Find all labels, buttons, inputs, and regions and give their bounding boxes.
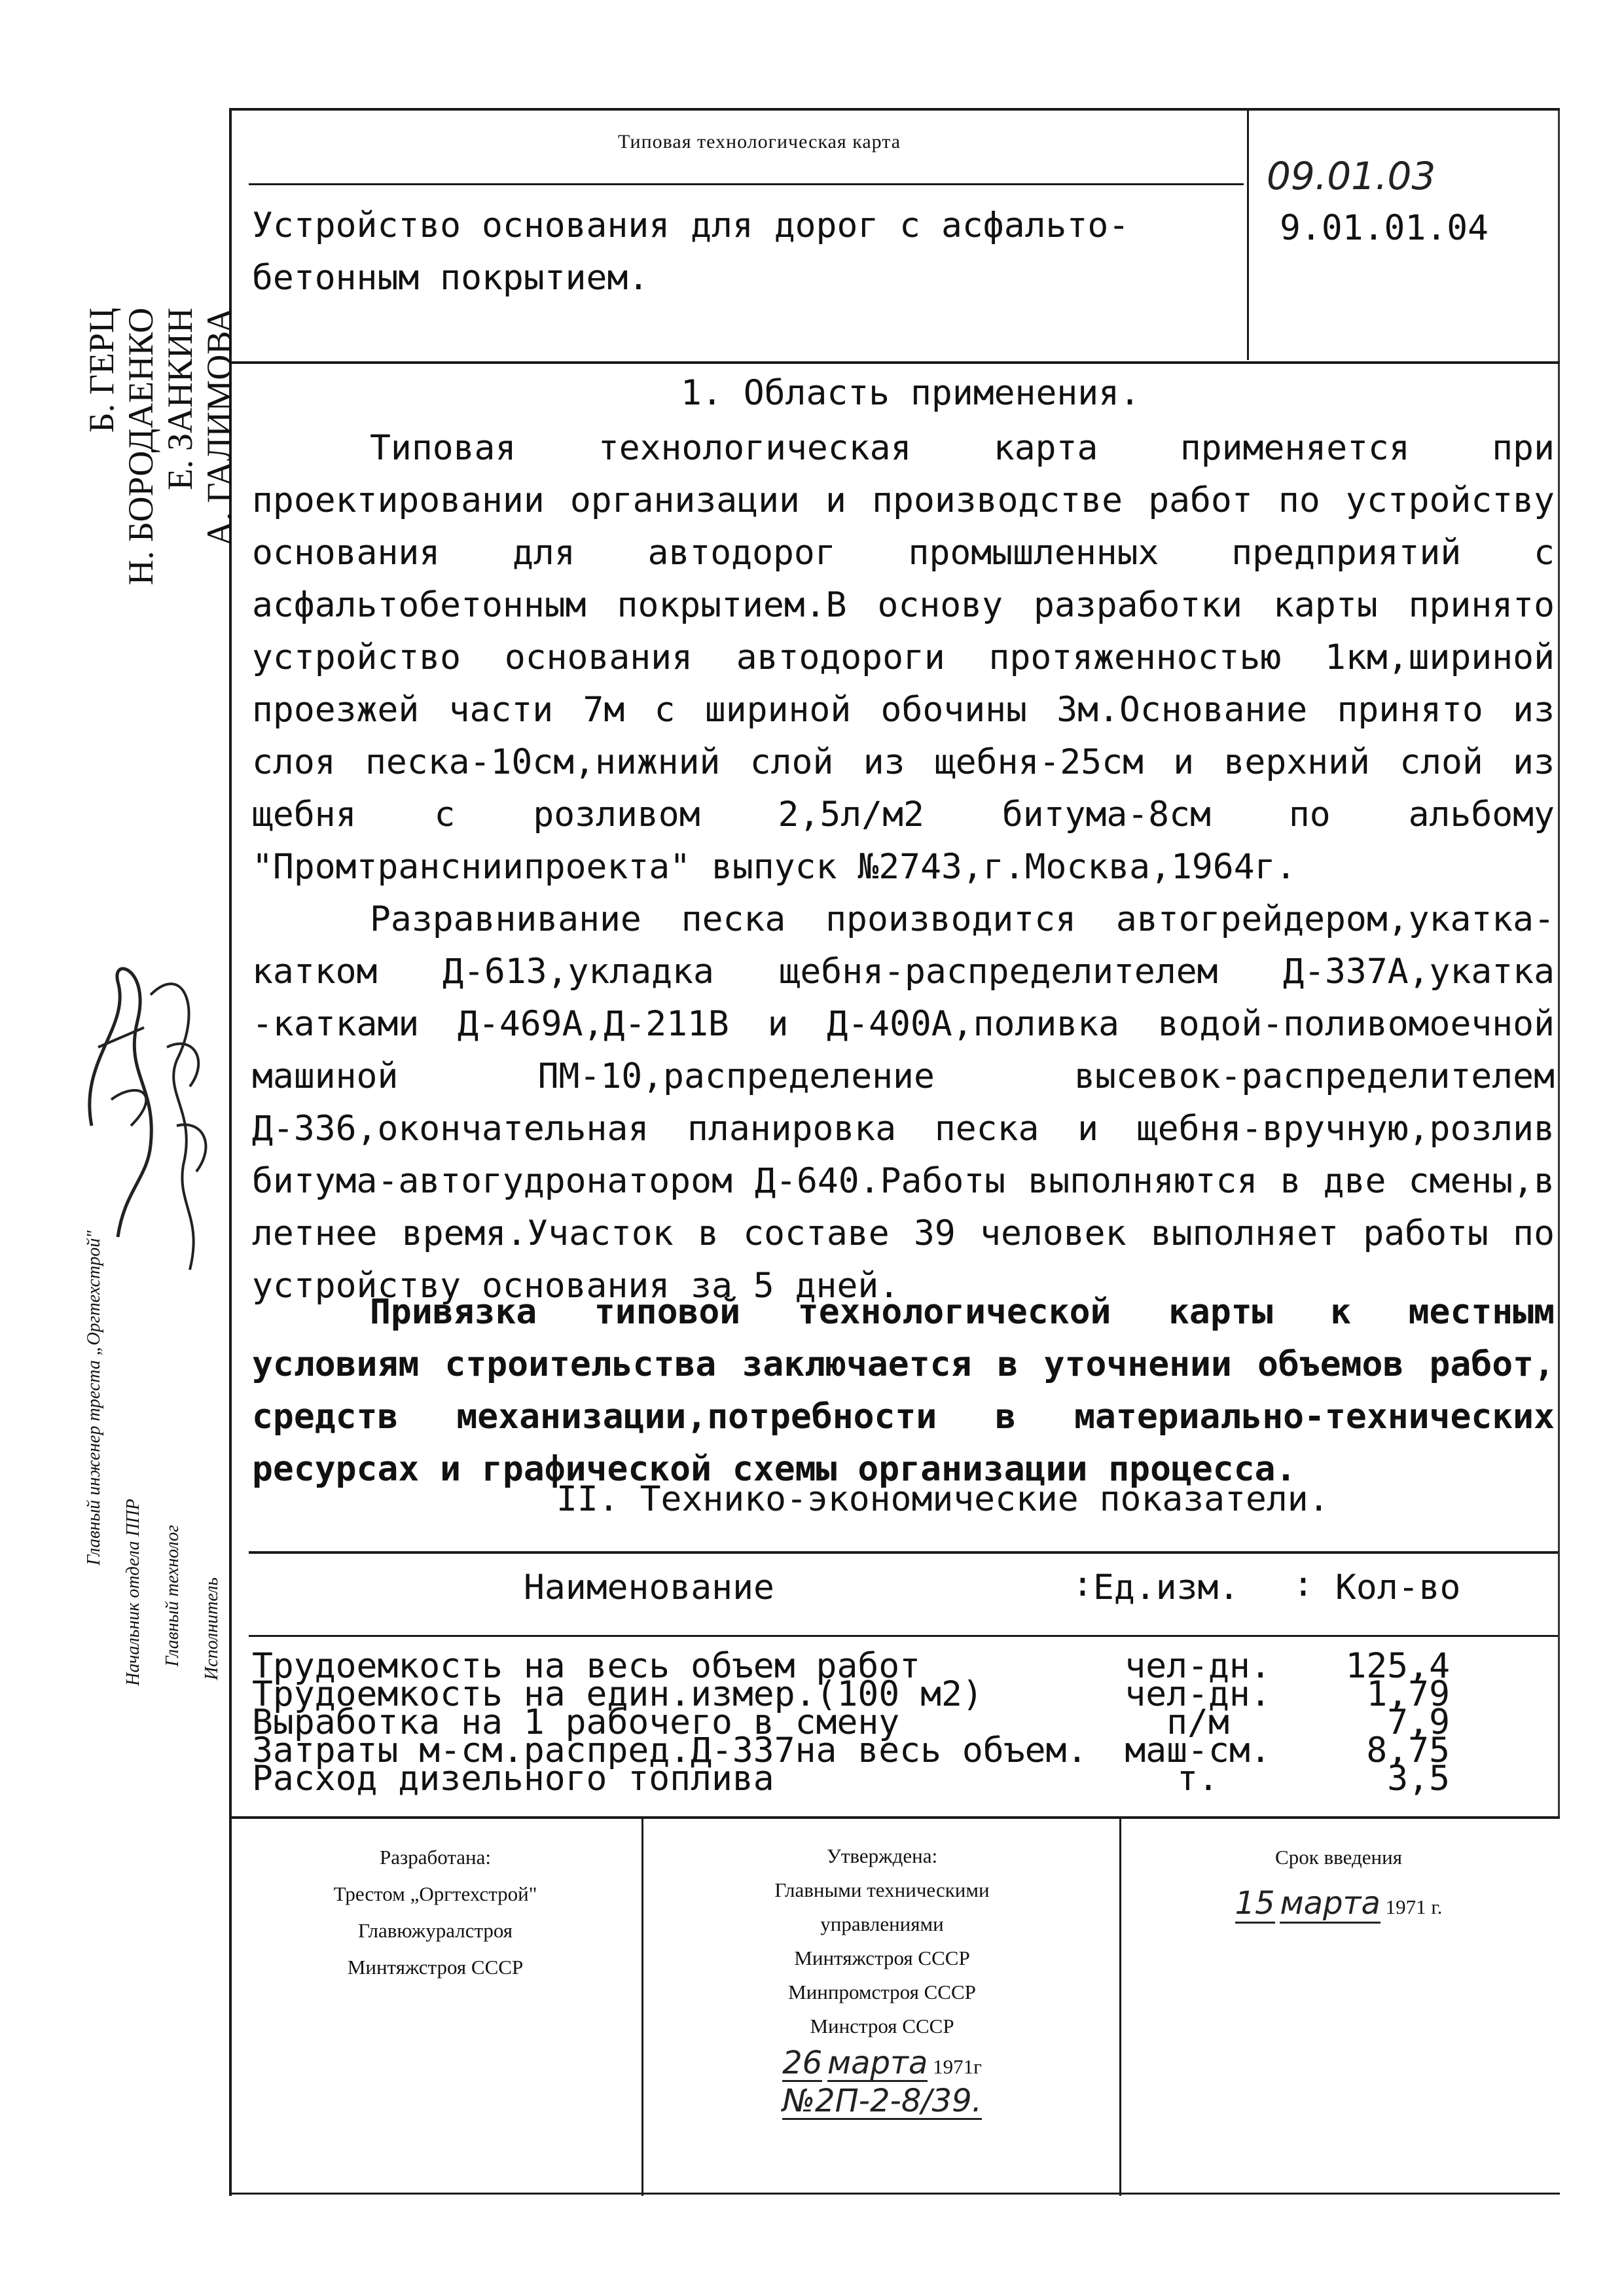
table-row-2-qty: 1,79 (1366, 1674, 1450, 1714)
table-header-separator-2: : (1293, 1564, 1314, 1604)
table-row-3-unit: п/м (1166, 1702, 1229, 1742)
footer-approved-line-3: Минтяжстроя СССР (794, 1946, 970, 1969)
sidebar-role-2: Начальник отдела ППР (123, 1499, 143, 1686)
section-1-title: 1. Область применения. (681, 373, 1140, 413)
footer-effective-date-month: марта (1280, 1885, 1380, 1924)
table-row-4-qty: 8,75 (1366, 1731, 1450, 1770)
footer-approved-date (648, 2046, 1116, 2084)
table-row-4-unit: маш-см. (1125, 1731, 1271, 1770)
sidebar-role-4: Исполнитель (202, 1577, 222, 1680)
sidebar-role-1: Главный инженер треста „Оргтехстрой" (84, 1230, 104, 1566)
table-header-divider (249, 1635, 1558, 1637)
table-row-4-name: Затраты м-см.распред.Д-337на весь объем. (252, 1731, 1088, 1770)
table-header-qty: Кол-во (1335, 1568, 1461, 1607)
footer-top-border (229, 1816, 1560, 1819)
footer-effective-label: Срок введения (1275, 1846, 1402, 1869)
footer-effective-date-year: 1971 (1385, 1895, 1426, 1918)
signature-marks (52, 929, 223, 1309)
footer-approved-date-year: 1971 (933, 2055, 974, 2078)
table-row-1-name: Трудоемкость на весь объем работ (252, 1646, 921, 1686)
footer-approved-label: Утверждена: (826, 1844, 938, 1867)
table-header-unit: Ед.изм. (1093, 1568, 1240, 1607)
table-row-1-unit: чел-дн. (1125, 1646, 1271, 1686)
handwritten-code: 09.01.03 (1267, 154, 1436, 198)
section-2-title: II. Технико-экономические показатели. (556, 1479, 1329, 1519)
sidebar-name-2: Н. БОРОДАЕНКО (121, 308, 160, 586)
footer-developed (236, 1839, 635, 1986)
table-row-5-name: Расход дизельного топлива (252, 1759, 774, 1799)
typed-code: 9.01.01.04 (1280, 208, 1489, 248)
footer-developed-line-3: Минтяжстроя СССР (347, 1956, 524, 1979)
table-row-2-unit: чел-дн. (1125, 1674, 1271, 1714)
sidebar-name-1: Б. ГЕРЦ (82, 308, 121, 433)
header-code-divider (1247, 108, 1249, 360)
footer-developed-label: Разработана: (379, 1846, 491, 1869)
table-row-3-qty: 7,9 (1387, 1702, 1450, 1742)
footer-approved-line-1: Главными техническими (774, 1878, 990, 1901)
section-1-paragraph-1: Типовая технологическая карта применяется при проектировании организации и производстве работ по устройству основания для автодорог промышленных предприятий с асфальтобетонным покрытием.В основу разработки карты принято устройство основания автодороги протяженностью 1км,шириной проезжей части 7м с шириной обочины 3м.Основание принято из слоя песка-10см,нижний слой из щебня-25см и верхний слой из щебня с розливом 2,5л/м2 битума-8см по альбому "Промтрансниипроекта" выпуск №2743,г.Москва,1964г. (252, 428, 1555, 887)
footer-approved (648, 1839, 1116, 2122)
header-divider (249, 183, 1244, 185)
footer-divider-1 (641, 1816, 643, 2196)
table-row-2-name: Трудоемкость на един.измер.(100 м2) (252, 1674, 983, 1714)
sidebar-name-3: Е. ЗАНКИН (160, 308, 200, 491)
footer-approved-number-value: №2П-2-8/39. (782, 2083, 982, 2119)
footer-approved-year-suffix: г (973, 2055, 982, 2078)
footer-approved-line-2: управлениями (820, 1912, 944, 1935)
footer-effective (1126, 1839, 1551, 1926)
table-header-name: Наименование (524, 1568, 774, 1607)
frame-right-border (1558, 108, 1560, 1816)
footer-approved-number (648, 2084, 1116, 2122)
header-bottom-border (229, 361, 1560, 364)
table-row-1-qty: 125,4 (1345, 1646, 1450, 1686)
document-title-line-2: бетонным покрытием. (252, 258, 649, 298)
footer-divider-2 (1119, 1816, 1121, 2196)
document-title-line-1: Устройство основания для дорог с асфальто- (252, 206, 1130, 245)
frame-bottom-border (229, 2193, 1560, 2195)
sidebar-name-4: А. ГАЛИМОВА (200, 308, 239, 547)
table-row-5-qty: 3,5 (1387, 1759, 1450, 1799)
section-1-paragraph-3: Привязка типовой технологической карты к местным условиям строительства заключается в уточнении объемов работ, средств механизации,потребности в материально-технических ресурсах и графической схемы организации процесса. (252, 1292, 1555, 1489)
footer-approved-date-month: марта (827, 2045, 928, 2081)
table-top-border (249, 1551, 1558, 1554)
footer-approved-line-5: Минстроя СССР (810, 2015, 954, 2037)
footer-effective-date-day: 15 (1235, 1885, 1275, 1924)
document-title (252, 200, 1234, 304)
footer-approved-line-4: Минпромстроя СССР (788, 1981, 976, 2003)
sidebar-role-3: Главный технолог (162, 1525, 183, 1667)
footer-developed-line-1: Трестом „Оргтехстрой" (333, 1882, 537, 1905)
footer-effective-date (1126, 1885, 1551, 1926)
table-header-separator-1: : (1072, 1564, 1093, 1604)
footer-effective-year-suffix: г. (1431, 1895, 1443, 1918)
table-row-3-name: Выработка на 1 рабочего в смену (252, 1702, 900, 1742)
footer-developed-line-2: Главюжуралстроя (357, 1919, 513, 1942)
section-1-paragraph-2: Разравнивание песка производится автогрейдером,укатка-катком Д-613,укладка щебня-распределителем Д-337А,укатка -катками Д-469А,Д-211В и Д-400А,поливка водой-поливомоечной машиной ПМ-10,распределение высевок-распределителем Д-336,окончательная планировка песка и щебня-вручную,розлив битума-автогудронатором Д-640.Работы выполняются в две смены,в летнее время.Участок в составе 39 человек выполняет работы по устройству основания за 5 дней. (252, 899, 1555, 1306)
footer-approved-date-day: 26 (782, 2045, 823, 2081)
frame-top-border (229, 108, 1560, 111)
header-label: Типовая технологическая карта (617, 131, 901, 152)
table-row-5-unit: т. (1177, 1759, 1219, 1799)
